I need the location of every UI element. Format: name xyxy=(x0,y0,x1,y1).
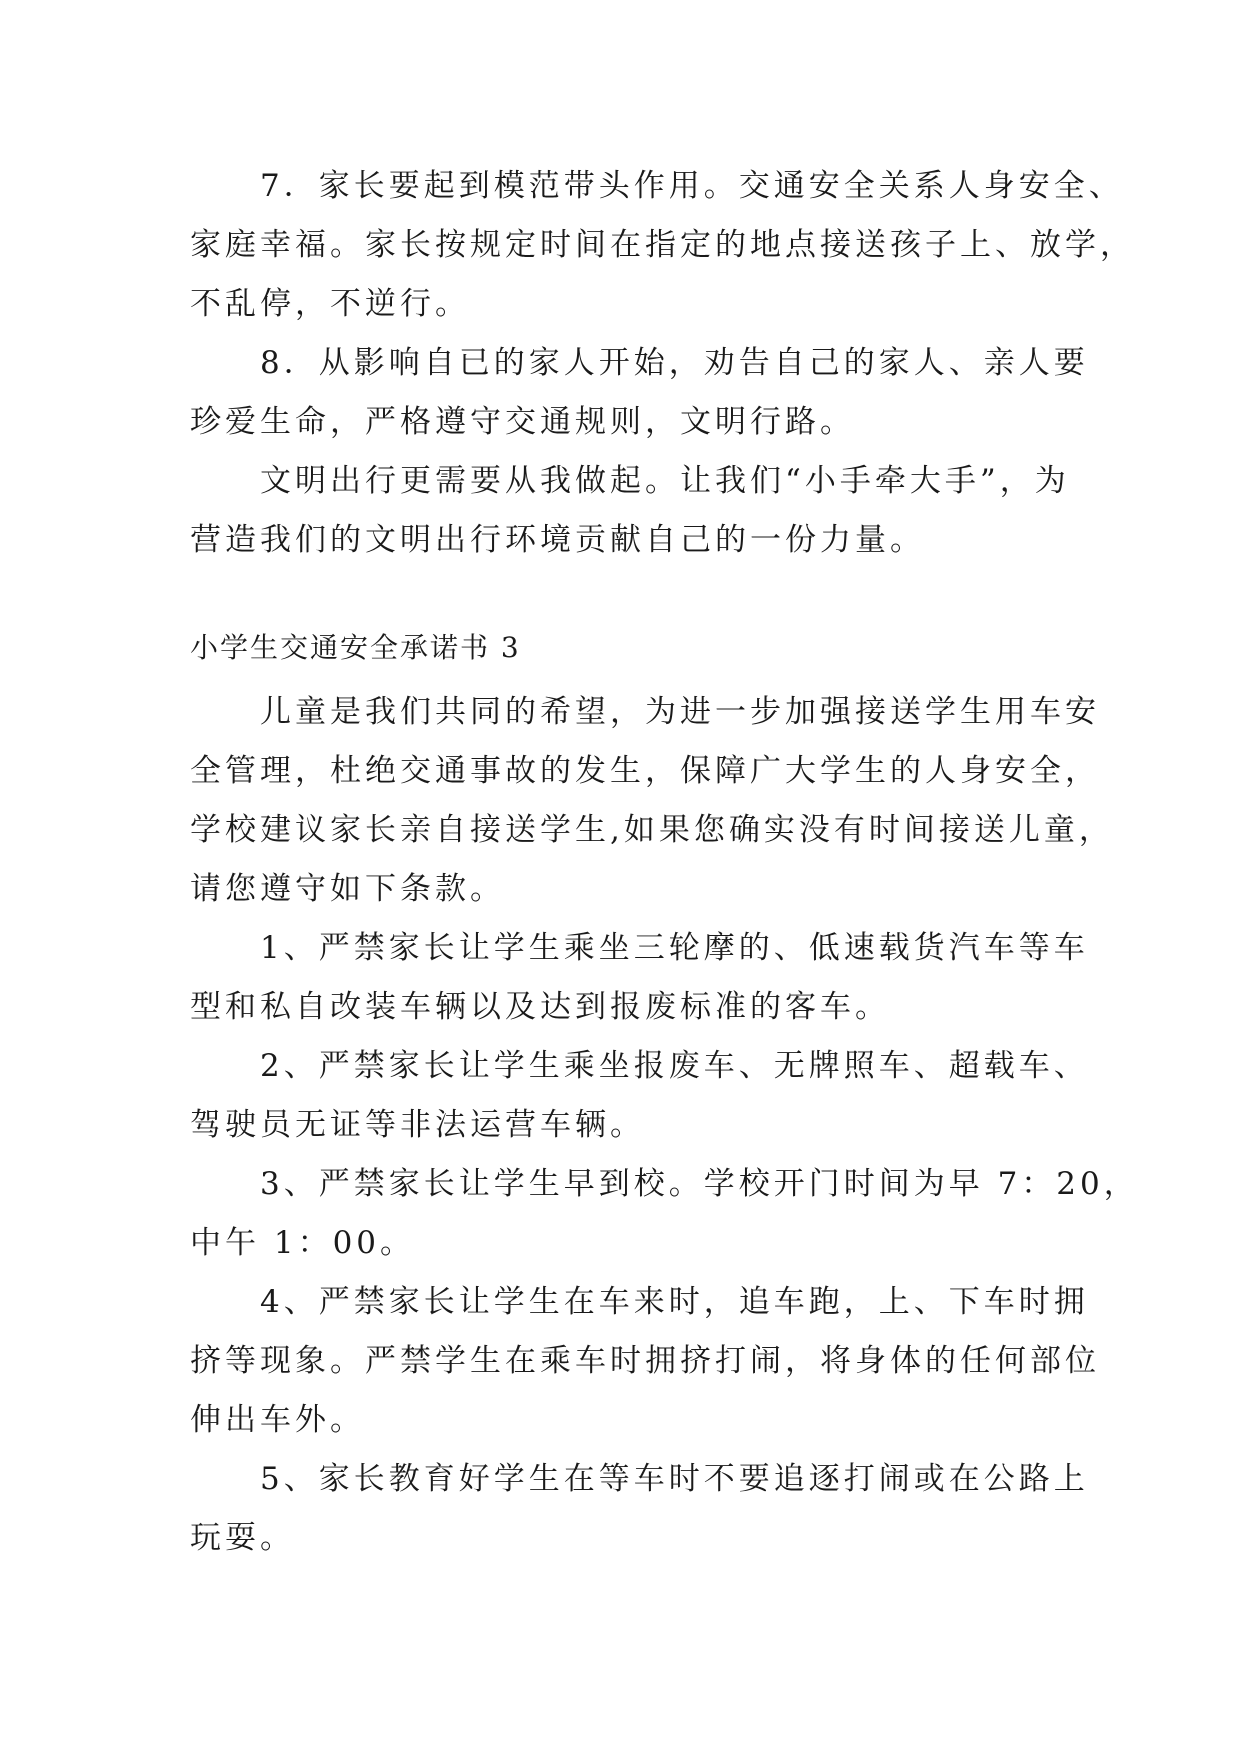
paragraph-intro xyxy=(190,683,1114,919)
text-line: 4、严禁家长让学生在车来时，追车跑，上、下车时拥 xyxy=(190,1284,1089,1320)
text-line: 营造我们的文明出行环境贡献自己的一份力量。 xyxy=(190,522,925,558)
paragraph-item-5 xyxy=(190,1450,1089,1568)
text-line: 中午 1：00。 xyxy=(190,1225,416,1261)
paragraph-item-8 xyxy=(190,334,1089,452)
paragraph-item-2 xyxy=(190,1037,1089,1155)
paragraph-item-3 xyxy=(190,1155,1139,1273)
text-line: 不乱停，不逆行。 xyxy=(190,286,470,322)
section-title: 小学生交通安全承诺书 3 xyxy=(190,631,521,664)
paragraph-item-7 xyxy=(190,157,1135,334)
text-line: 7．家长要起到模范带头作用。交通安全关系人身安全、 xyxy=(190,168,1124,204)
text-line: 玩耍。 xyxy=(190,1520,295,1556)
paragraph-item-4 xyxy=(190,1273,1100,1450)
text-line: 挤等现象。严禁学生在乘车时拥挤打闹，将身体的任何部位 xyxy=(190,1343,1100,1379)
text-line: 家庭幸福。家长按规定时间在指定的地点接送孩子上、放学， xyxy=(190,227,1135,263)
text-line: 型和私自改装车辆以及达到报废标准的客车。 xyxy=(190,989,890,1025)
text-line: 儿童是我们共同的希望，为进一步加强接送学生用车安 xyxy=(190,694,1100,730)
text-line: 3、严禁家长让学生早到校。学校开门时间为早 7：20， xyxy=(190,1166,1139,1202)
text-line: 5、家长教育好学生在等车时不要追逐打闹或在公路上 xyxy=(190,1461,1089,1497)
text-line: 文明出行更需要从我做起。让我们“小手牵大手”，为 xyxy=(190,463,1070,499)
text-line: 请您遵守如下条款。 xyxy=(190,871,505,907)
text-line: 8．从影响自已的家人开始，劝告自己的家人、亲人要 xyxy=(190,345,1089,381)
text-line: 珍爱生命，严格遵守交通规则，文明行路。 xyxy=(190,404,855,440)
text-line: 1、严禁家长让学生乘坐三轮摩的、低速载货汽车等车 xyxy=(190,930,1089,966)
text-line: 全管理，杜绝交通事故的发生，保障广大学生的人身安全， xyxy=(190,753,1100,789)
paragraph-item-1 xyxy=(190,919,1089,1037)
text-line: 驾驶员无证等非法运营车辆。 xyxy=(190,1107,645,1143)
text-line: 学校建议家长亲自接送学生,如果您确实没有时间接送儿童， xyxy=(190,812,1114,848)
paragraph-closing xyxy=(190,452,1070,570)
text-line: 伸出车外。 xyxy=(190,1402,365,1438)
text-line: 2、严禁家长让学生乘坐报废车、无牌照车、超载车、 xyxy=(190,1048,1089,1084)
